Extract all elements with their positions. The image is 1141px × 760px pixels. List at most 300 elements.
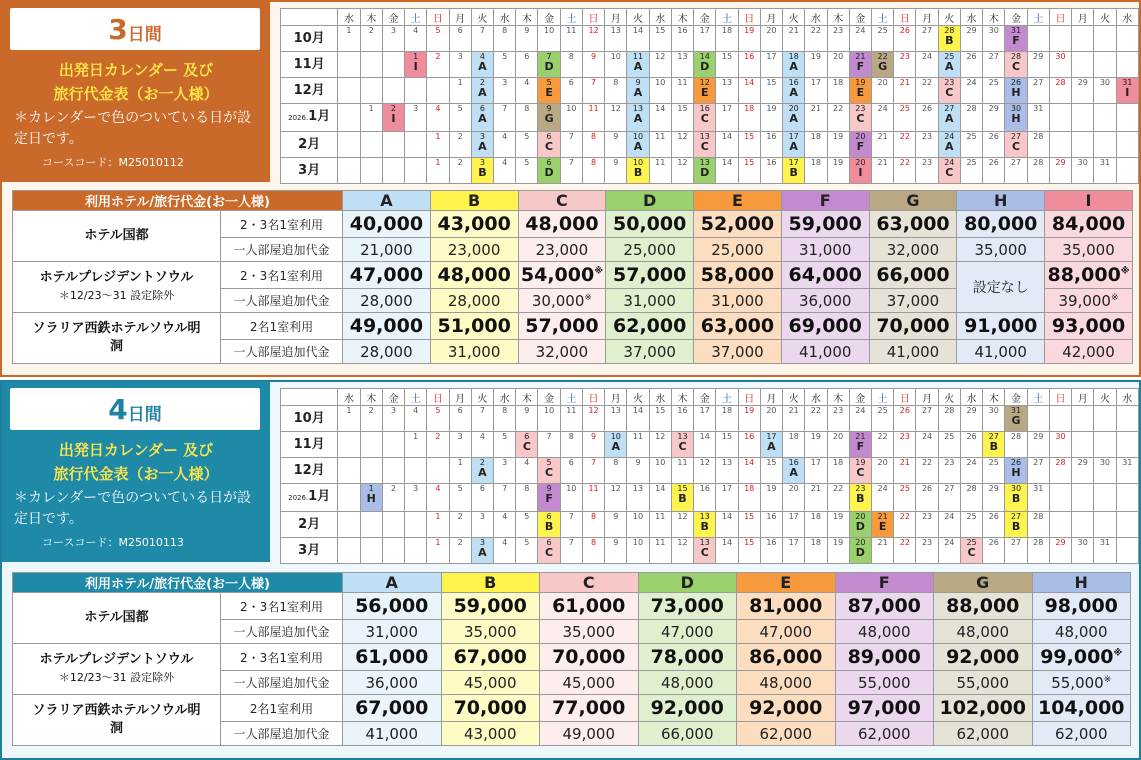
- price-letter: C: [1011, 140, 1021, 153]
- day-number: 7: [568, 512, 574, 521]
- day-number: 2: [390, 484, 396, 493]
- price-letter: C: [856, 466, 865, 479]
- calendar-day: [716, 432, 738, 458]
- base-price: 59,000: [441, 593, 540, 620]
- single-supplement: 25,000: [694, 238, 782, 262]
- day-number: 8: [568, 432, 574, 441]
- calendar-day: [716, 484, 738, 512]
- calendar-day: [738, 432, 760, 458]
- single-supplement: 41,000: [343, 722, 442, 746]
- section-4day: [0, 380, 1141, 760]
- calendar-day: [649, 78, 671, 104]
- calendar-day: [382, 484, 404, 512]
- calendar-day: [805, 484, 827, 512]
- day-number: 11: [588, 484, 599, 493]
- calendar-day: [1116, 432, 1138, 458]
- departure-calendar: [280, 8, 1139, 184]
- calendar-day: [760, 432, 782, 458]
- room-type: 一人部屋追加代金: [221, 238, 343, 262]
- day-number: 18: [833, 458, 844, 467]
- calendar-day: [449, 432, 471, 458]
- single-supplement: 48,000: [737, 671, 836, 695]
- calendar-day: [760, 158, 782, 184]
- day-number: 28: [1033, 512, 1044, 521]
- month-row: [281, 52, 1139, 78]
- day-number: 16: [788, 458, 799, 467]
- price-letter: A: [478, 466, 487, 479]
- single-supplement: [518, 289, 606, 313]
- day-number: 6: [524, 52, 530, 61]
- day-number: 7: [568, 538, 574, 547]
- weekday-header: 火: [627, 389, 649, 406]
- month-name: 3月: [298, 543, 321, 558]
- room-type: 一人部屋追加代金: [221, 340, 343, 364]
- weekday-header: 木: [671, 9, 693, 26]
- calendar-day: [694, 406, 716, 432]
- day-number: 30: [1055, 52, 1066, 61]
- calendar-day: [516, 458, 538, 484]
- day-number: 18: [788, 52, 799, 61]
- calendar-day: [738, 406, 760, 432]
- calendar-day: [427, 52, 449, 78]
- price-letter: I: [391, 112, 396, 125]
- day-number: 23: [899, 432, 910, 441]
- day-number: 30: [1099, 458, 1111, 467]
- day-number: 20: [788, 484, 799, 493]
- single-supplement: 21,000: [343, 238, 431, 262]
- day-number: 1: [435, 538, 441, 547]
- calendar-day: [1116, 512, 1138, 538]
- day-number: 9: [613, 158, 619, 167]
- price-letter: C: [856, 112, 865, 125]
- calendar-day: [871, 484, 893, 512]
- day-number: 2: [457, 158, 463, 167]
- single-supplement: 66,000: [638, 722, 737, 746]
- calendar-day: [1049, 458, 1071, 484]
- calendar-day: [1116, 458, 1138, 484]
- calendar-day: [760, 538, 782, 564]
- price-column-c: C: [540, 573, 639, 593]
- price-column-b: B: [441, 573, 540, 593]
- calendar-day: [1094, 538, 1116, 564]
- day-number: 10: [632, 512, 644, 521]
- duration-unit: 日間: [127, 24, 162, 45]
- day-number: 10: [655, 78, 666, 87]
- calendar-day: [983, 158, 1005, 184]
- calendar-day: [427, 512, 449, 538]
- day-number: 22: [921, 458, 933, 467]
- weekday-header: 木: [516, 389, 538, 406]
- single-supplement: 48,000: [934, 620, 1033, 644]
- calendar-day: [582, 458, 604, 484]
- calendar-day: [582, 512, 604, 538]
- price-letter: C: [700, 546, 709, 559]
- calendar-day: [560, 484, 582, 512]
- price-column-h: H: [1032, 573, 1131, 593]
- day-number: 8: [591, 512, 597, 521]
- calendar-day: [516, 538, 538, 564]
- calendar-day: [1049, 52, 1071, 78]
- day-number: 25: [944, 52, 955, 61]
- single-supplement: 28,000: [430, 289, 518, 313]
- calendar-day: [1094, 158, 1116, 184]
- calendar-day: [605, 484, 627, 512]
- calendar-day: [449, 132, 471, 158]
- calendar-day: [449, 538, 471, 564]
- day-number: 24: [966, 458, 977, 467]
- day-number: 20: [855, 158, 866, 167]
- day-number: 31: [1122, 78, 1133, 87]
- price-column-c: C: [518, 191, 606, 211]
- price-letter: G: [1011, 414, 1021, 427]
- calendar-day: [605, 104, 627, 132]
- room-type: 一人部屋追加代金: [221, 722, 343, 746]
- calendar-day: [338, 432, 360, 458]
- day-number: 2: [390, 104, 396, 113]
- day-number: 12: [610, 104, 621, 113]
- day-number: 23: [921, 512, 933, 521]
- day-number: 20: [766, 26, 777, 35]
- day-number: 3: [457, 52, 463, 61]
- calendar-day: [1027, 104, 1049, 132]
- calendar-day: [1049, 406, 1071, 432]
- base-price: 87,000: [835, 593, 934, 620]
- day-number: 7: [568, 132, 574, 141]
- price-row: [13, 593, 1131, 620]
- price-letter: C: [700, 112, 709, 125]
- calendar-day: [738, 52, 760, 78]
- year-prefix: 2026.: [288, 114, 309, 122]
- base-price: 70,000: [441, 695, 540, 722]
- day-number: 27: [988, 52, 999, 61]
- calendar-day: [938, 52, 960, 78]
- base-price: 40,000: [343, 211, 431, 238]
- price-footnote-mark: ※: [1110, 292, 1119, 303]
- calendar-day: [894, 406, 916, 432]
- day-number: 3: [479, 132, 485, 141]
- day-number: 23: [833, 26, 844, 35]
- day-number: 20: [877, 78, 888, 87]
- price-letter: A: [478, 86, 487, 99]
- price-letter: A: [767, 440, 776, 453]
- price-letter: D: [855, 546, 865, 559]
- weekday-header: 土: [716, 389, 738, 406]
- calendar-day: [427, 406, 449, 432]
- calendar-day: [849, 484, 871, 512]
- panel-title-line1: 出発日カレンダー 及び: [58, 61, 214, 79]
- calendar-day: [716, 26, 738, 52]
- month-name: 1月: [308, 489, 331, 504]
- price-header-row: [13, 573, 1131, 593]
- calendar-day: [494, 512, 516, 538]
- calendar-day: [471, 484, 493, 512]
- hotel-note: ＊12/23～31 設定除外: [58, 289, 175, 302]
- calendar-day: [405, 432, 427, 458]
- month-name: 12月: [293, 83, 325, 98]
- weekday-header: 日: [738, 9, 760, 26]
- base-price: 81,000: [737, 593, 836, 620]
- calendar-day: [671, 512, 693, 538]
- calendar-day: [1027, 406, 1049, 432]
- hotel-name: [13, 695, 221, 746]
- day-number: 15: [744, 158, 755, 167]
- day-number: 22: [833, 484, 844, 493]
- month-name: 2月: [298, 517, 321, 532]
- day-number: 20: [877, 458, 888, 467]
- day-number: 15: [677, 484, 688, 493]
- day-number: 17: [721, 484, 733, 493]
- calendar-day: [1005, 512, 1027, 538]
- calendar-day: [360, 432, 382, 458]
- calendar-day: [871, 458, 893, 484]
- price-letter: A: [945, 60, 954, 73]
- day-number: 26: [921, 104, 933, 113]
- day-number: 11: [677, 78, 688, 87]
- base-price: 104,000: [1032, 695, 1131, 722]
- day-number: 23: [921, 538, 933, 547]
- calendar-day: [627, 538, 649, 564]
- day-number: 14: [721, 538, 733, 547]
- day-number: 24: [944, 132, 955, 141]
- calendar-day: [938, 432, 960, 458]
- day-number: 28: [966, 484, 977, 493]
- price-value: 39,000: [1058, 291, 1111, 310]
- calendar-day: [449, 406, 471, 432]
- calendar-day: [1005, 26, 1027, 52]
- base-price: 86,000: [737, 644, 836, 671]
- day-number: 29: [988, 484, 999, 493]
- price-letter: H: [1011, 466, 1021, 479]
- calendar-day: [471, 52, 493, 78]
- price-letter: A: [633, 60, 643, 73]
- day-number: 17: [699, 26, 710, 35]
- single-supplement: 45,000: [441, 671, 540, 695]
- day-number: 5: [502, 52, 508, 61]
- day-number: 1: [435, 158, 441, 167]
- calendar-day: [538, 432, 560, 458]
- month-row: [281, 406, 1139, 432]
- day-number: 27: [921, 26, 933, 35]
- calendar-day: [916, 512, 938, 538]
- price-letter: A: [789, 112, 798, 125]
- day-number: 21: [855, 52, 866, 61]
- weekday-header: 日: [427, 389, 449, 406]
- day-number: 26: [899, 406, 910, 415]
- price-letter: B: [544, 520, 554, 533]
- calendar-day: [1072, 132, 1094, 158]
- day-number: 5: [524, 132, 530, 141]
- calendar-day: [716, 538, 738, 564]
- calendar-corner: [281, 9, 338, 26]
- base-price: 63,000: [694, 313, 782, 340]
- day-number: 13: [632, 484, 644, 493]
- day-number: 7: [479, 406, 485, 415]
- single-supplement: [1032, 671, 1131, 695]
- calendar-day: [1072, 538, 1094, 564]
- day-number: 15: [744, 538, 755, 547]
- calendar-day: [760, 78, 782, 104]
- single-supplement: 62,000: [1032, 722, 1131, 746]
- single-supplement: 55,000: [835, 671, 934, 695]
- calendar-day: [960, 512, 982, 538]
- weekday-header: 水: [960, 389, 982, 406]
- calendar-day: [738, 538, 760, 564]
- calendar-day: [1116, 78, 1138, 104]
- price-letter: C: [545, 466, 554, 479]
- day-number: 19: [766, 104, 777, 113]
- day-number: 4: [479, 52, 485, 61]
- calendar-day: [649, 52, 671, 78]
- calendar-day: [449, 78, 471, 104]
- day-number: 20: [833, 432, 844, 441]
- day-number: 19: [744, 26, 755, 35]
- calendar-day: [382, 132, 404, 158]
- calendar-day: [494, 132, 516, 158]
- calendar-day: [783, 484, 805, 512]
- day-number: 10: [566, 484, 577, 493]
- calendar-day: [871, 78, 893, 104]
- day-number: 25: [877, 406, 888, 415]
- calendar-day: [605, 538, 627, 564]
- calendar-day: [338, 78, 360, 104]
- calendar-day: [627, 132, 649, 158]
- panel-title-line2: 旅行代金表（お一人様）: [53, 465, 219, 483]
- day-number: 10: [543, 406, 555, 415]
- calendar-day: [871, 432, 893, 458]
- panel-title: [2, 58, 270, 106]
- calendar-day: [871, 26, 893, 52]
- day-number: 24: [855, 406, 866, 415]
- day-number: 26: [1010, 458, 1022, 467]
- day-number: 22: [921, 78, 933, 87]
- day-number: 17: [788, 538, 799, 547]
- day-number: 31: [1099, 158, 1111, 167]
- day-number: 31: [1010, 26, 1022, 35]
- day-number: 2: [457, 512, 463, 521]
- day-number: 4: [524, 78, 530, 87]
- day-number: 24: [877, 484, 888, 493]
- calendar-day: [471, 26, 493, 52]
- day-number: 21: [788, 26, 799, 35]
- calendar-day: [516, 104, 538, 132]
- calendar-day: [605, 26, 627, 52]
- calendar-day: [494, 432, 516, 458]
- calendar-day: [983, 406, 1005, 432]
- hotel-note: ＊12/23～31 設定除外: [58, 671, 175, 684]
- hotel-name: [13, 313, 221, 364]
- day-number: 3: [479, 158, 485, 167]
- calendar-day: [1094, 26, 1116, 52]
- base-price: 64,000: [781, 262, 869, 289]
- price-value: 54,000: [520, 264, 595, 286]
- day-number: 9: [546, 104, 552, 113]
- calendar-day: [849, 538, 871, 564]
- day-number: 24: [966, 78, 977, 87]
- day-number: 13: [610, 26, 621, 35]
- calendar-day: [960, 458, 982, 484]
- calendar-day: [360, 52, 382, 78]
- day-number: 6: [546, 158, 552, 167]
- price-letter: C: [545, 140, 554, 153]
- day-number: 25: [966, 132, 977, 141]
- month-row: [281, 78, 1139, 104]
- price-letter: C: [945, 166, 954, 179]
- day-number: 9: [613, 538, 619, 547]
- price-letter: E: [700, 86, 709, 99]
- calendar-day: [582, 406, 604, 432]
- base-price: 78,000: [638, 644, 737, 671]
- calendar-day: [805, 78, 827, 104]
- calendar-day: [960, 538, 982, 564]
- day-number: 5: [457, 484, 463, 493]
- calendar-day: [582, 158, 604, 184]
- weekday-header: 木: [360, 9, 382, 26]
- calendar-day: [738, 512, 760, 538]
- room-type: 2・3名1室利用: [221, 262, 343, 289]
- calendar-day: [560, 458, 582, 484]
- calendar-day: [582, 78, 604, 104]
- day-number: 25: [966, 512, 977, 521]
- price-letter: C: [1011, 60, 1021, 73]
- price-letter: H: [1011, 86, 1021, 99]
- calendar-day: [649, 406, 671, 432]
- day-number: 14: [632, 26, 644, 35]
- day-number: 24: [944, 512, 955, 521]
- month-label: [281, 132, 338, 158]
- calendar-day: [938, 458, 960, 484]
- day-number: 8: [613, 78, 619, 87]
- weekday-header: 日: [427, 9, 449, 26]
- calendar-day: [360, 78, 382, 104]
- calendar-day: [783, 26, 805, 52]
- single-supplement: 35,000: [957, 238, 1045, 262]
- day-number: 27: [1010, 512, 1022, 521]
- weekday-header: 火: [627, 9, 649, 26]
- base-price: 97,000: [835, 695, 934, 722]
- day-number: 4: [413, 406, 419, 415]
- single-supplement: 35,000: [441, 620, 540, 644]
- day-number: 4: [502, 158, 508, 167]
- calendar-day: [605, 52, 627, 78]
- day-number: 2: [368, 26, 374, 35]
- day-number: 22: [899, 538, 910, 547]
- day-number: 2: [457, 538, 463, 547]
- day-number: 18: [810, 158, 821, 167]
- price-column-b: B: [430, 191, 518, 211]
- day-number: 13: [699, 538, 710, 547]
- day-number: 12: [699, 458, 710, 467]
- day-number: 4: [502, 132, 508, 141]
- single-supplement: 48,000: [1032, 620, 1131, 644]
- day-number: 4: [524, 458, 530, 467]
- weekday-header: 水: [1116, 9, 1138, 26]
- calendar-day: [405, 512, 427, 538]
- calendar-day: [449, 484, 471, 512]
- base-price: 67,000: [441, 644, 540, 671]
- day-number: 23: [855, 104, 866, 113]
- day-number: 12: [677, 512, 688, 521]
- duration-badge: [10, 8, 260, 50]
- base-price: 57,000: [518, 313, 606, 340]
- calendar-day: [1049, 484, 1071, 512]
- day-number: 14: [655, 484, 666, 493]
- base-price: 63,000: [869, 211, 957, 238]
- base-price: 66,000: [869, 262, 957, 289]
- price-letter: A: [945, 140, 954, 153]
- calendar-day: [627, 52, 649, 78]
- price-letter: B: [989, 440, 998, 453]
- day-number: 22: [899, 512, 910, 521]
